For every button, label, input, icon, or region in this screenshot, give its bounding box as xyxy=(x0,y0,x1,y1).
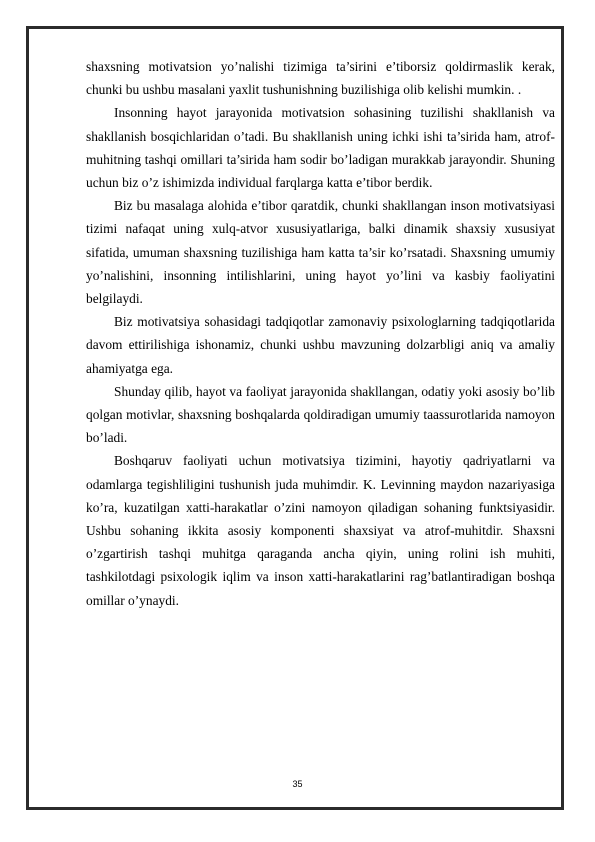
page-number: 35 xyxy=(292,779,303,789)
paragraph-motivational-structure: Insonning hayot jarayonida motivatsion sohasining tuzilishi shakllanish va shakllanish bosqichlaridan o’tadi. Bu shakllanish uning ichki ishi ta’sirida ham, atrof-muhitning tashqi omillari ta’sirida ham sodir bo’ladigan murakkab jarayondir. Shuning uchun biz o’z ishimizda individual farqlarga katta e’tibor berdik. xyxy=(86,105,555,191)
paragraph-research-continuation: Biz motivatsiya sohasidagi tadqiqotlar zamonaviy psixologlarning tadqiqotlarida davom ettirilishiga ishonamiz, chunki ushbu mavzuning dolzarbligi aniq va amaliy ahamiyatga ega. xyxy=(86,314,555,376)
paragraph-motives-impression: Shunday qilib, hayot va faoliyat jarayonida shakllangan, odatiy yoki asosiy bo’lib qolgan motivlar, shaxsning boshqalarda qoldiradigan umumiy taassurotlarida namoyon bo’ladi. xyxy=(86,383,555,446)
paragraph-continuation: shaxsning motivatsion yo’nalishi tizimiga ta’sirini e’tiborsiz qoldirmaslik kerak, chunki bu ushbu masalani yaxlit tushunishning buzilishiga olib kelishi mumkin. . xyxy=(86,59,555,98)
document-body xyxy=(86,55,555,612)
paragraph-motivation-system: Biz bu masalaga alohida e’tibor qaratdik, chunki shakllangan inson motivatsiyasi tizimi nafaqat uning xulq-atvor xususiyatlariga, balki dinamik shaxsiy xususiyat sifatida, umuman shaxsning tuzilishiga ham katta ta’sir ko’rsatadi. Shaxsning umumiy yo’nalishini, insonning intilishlarini, uning hayot yo’lini va kasbiy faoliyatini belgilaydi. xyxy=(86,198,555,307)
paragraph-management-activity: Boshqaruv faoliyati uchun motivatsiya tizimini, hayotiy qadriyatlarni va odamlarga tegishliligini tushunish juda muhimdir. K. Levinning maydon nazariyasiga ko’ra, kuzatilgan xatti-harakatlar o’zini namoyon qiladigan sohaning funktsiyasidir. Ushbu sohaning ikkita asosiy komponenti shaxsiyat va atrof-muhitdir. Shaxsni o’zgartirish tashqi muhitga qaraganda ancha qiyin, uning rolini ish muhiti, tashkilotdagi psixologik iqlim va inson xatti-harakatlarini rag’batlantiradigan boshqa omillar o’ynaydi. xyxy=(86,453,555,608)
